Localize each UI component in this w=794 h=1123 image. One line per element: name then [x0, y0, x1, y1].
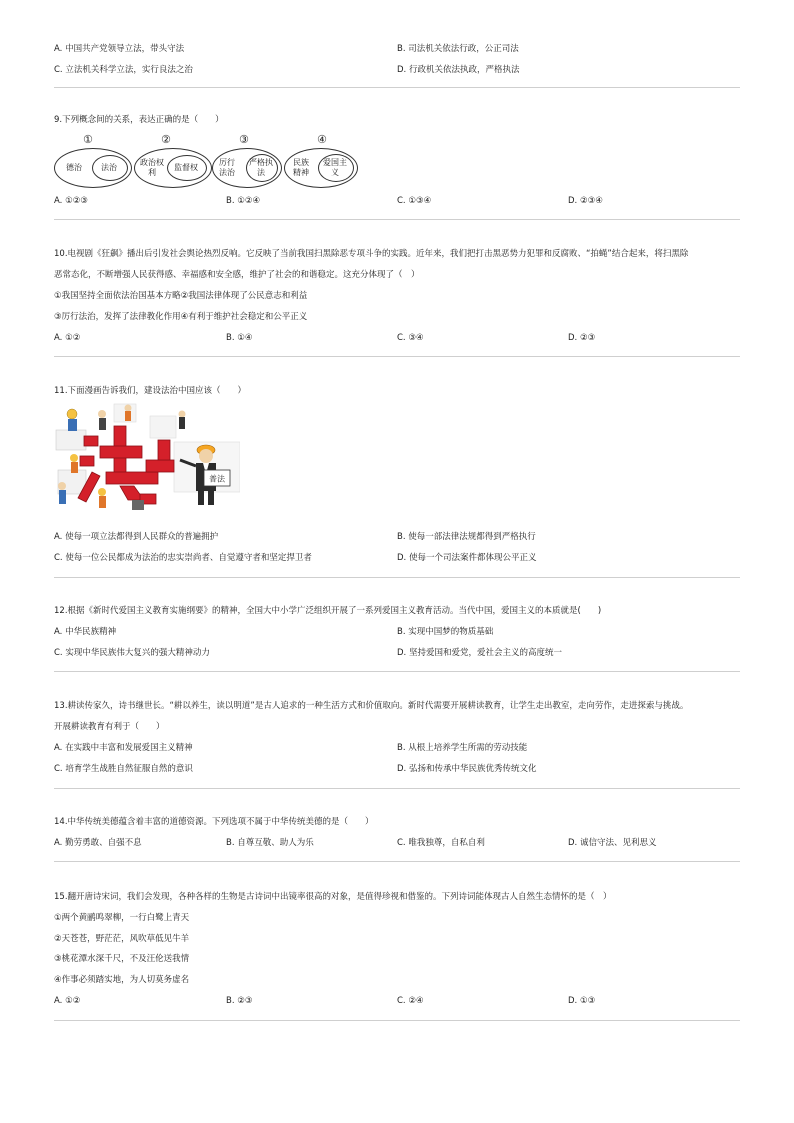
q10-option-d: D. ②③: [568, 333, 596, 343]
q15-statement-2: ②天苍苍，野茫茫，风吹草低见牛羊: [54, 934, 190, 944]
q15-statement-1: ①两个黄鹂鸣翠柳，一行白鹭上青天: [54, 913, 190, 923]
q13-option-c: C. 培育学生战胜自然征服自然的意识: [54, 764, 193, 774]
q10-option-b: B. ①④: [226, 333, 253, 343]
separator: [54, 1020, 740, 1021]
q11-option-a: A. 使每一项立法都得到人民群众的普遍拥护: [54, 532, 219, 542]
diagram-number: ②: [161, 133, 171, 146]
q15-option-c: C. ②④: [397, 996, 424, 1006]
cartoon-illustration: [54, 400, 240, 518]
outer-label: 厉行法治: [219, 158, 235, 177]
q13-option-a: A. 在实践中丰富和发展爱国主义精神: [54, 743, 193, 753]
separator: [54, 671, 740, 672]
diagram-number: ①: [83, 133, 93, 146]
q10-stem-line2: 恶常态化，不断增强人民获得感、幸福感和安全感，维护了社会的和谐稳定。这充分体现了（ ）: [54, 270, 420, 280]
inner-label: 严格执法: [249, 158, 273, 177]
q14-option-a: A. 勤劳勇敢、自强不息: [54, 838, 142, 848]
q14-stem: 14.中华传统美德蕴含着丰富的道德资源。下列选项不属于中华传统美德的是（ ）: [54, 817, 374, 827]
q13-option-d: D. 弘扬和传承中华民族优秀传统文化: [397, 764, 537, 774]
outer-label: 政治权利: [140, 158, 164, 177]
separator: [54, 356, 740, 357]
separator: [54, 861, 740, 862]
q8-option-c: C. 立法机关科学立法，实行良法之治: [54, 65, 193, 75]
outer-label: 民族精神: [293, 158, 309, 177]
q9-option-d: D. ②③④: [568, 196, 603, 206]
q10-stem-line1: 10.电视剧《狂飙》播出后引发社会舆论热烈反响。它反映了当前我国扫黑除恶专项斗争的实践。近年来，我们把打击黑恶势力犯罪和反腐败、“拍蝇”结合起来，将扫黑除: [54, 249, 689, 259]
q15-statement-3: ③桃花潭水深千尺，不及汪伦送我情: [54, 954, 190, 964]
q10-option-c: C. ③④: [397, 333, 424, 343]
q8-option-d: D. 行政机关依法执政，严格执法: [397, 65, 520, 75]
separator: [54, 788, 740, 789]
q8-option-a: A. 中国共产党领导立法，带头守法: [54, 44, 185, 54]
q10-statement-1: ①我国坚持全面依法治国基本方略②我国法律体现了公民意志和利益: [54, 291, 308, 301]
q13-option-b: B. 从根上培养学生所需的劳动技能: [397, 743, 528, 753]
outer-label: 德治: [66, 163, 82, 172]
q12-option-b: B. 实现中国梦的物质基础: [397, 627, 494, 637]
q9-option-a: A. ①②③: [54, 196, 88, 206]
separator: [54, 577, 740, 578]
q9-option-c: C. ①③④: [397, 196, 432, 206]
q13-stem-line2: 开展耕读教育有利于（ ）: [54, 722, 165, 732]
q14-option-d: D. 诚信守法、见利思义: [568, 838, 657, 848]
cartoon-sign-text: 普法: [209, 474, 225, 484]
q15-option-a: A. ①②: [54, 996, 81, 1006]
q9-stem: 9.下列概念间的关系，表达正确的是（ ）: [54, 115, 224, 125]
inner-label: 监督权: [174, 163, 198, 172]
q10-statement-2: ③厉行法治，发挥了法律教化作用④有利于维护社会稳定和公平正义: [54, 312, 308, 322]
inner-label: 法治: [101, 163, 117, 172]
q11-cartoon: [54, 400, 240, 518]
diagram-number: ④: [317, 133, 327, 146]
inner-label: 爱国主义: [323, 158, 347, 177]
q15-stem: 15.翻开唐诗宋词，我们会发现，各种各样的生物是古诗词中出镜率很高的对象，是值得珍视和借鉴的。下列诗词能体现古人自然生态情怀的是（ ）: [54, 892, 612, 902]
q12-stem: 12.根据《新时代爱国主义教育实施纲要》的精神，全国大中小学广泛组织开展了一系列爱国主义教育活动。当代中国，爱国主义的本质就是( ): [54, 606, 602, 616]
q9-option-b: B. ①②④: [226, 196, 261, 206]
q14-option-b: B. 自尊互敬、助人为乐: [226, 838, 314, 848]
separator: [54, 219, 740, 220]
q12-option-c: C. 实现中华民族伟大复兴的强大精神动力: [54, 648, 210, 658]
q14-option-c: C. 唯我独尊，自私自利: [397, 838, 485, 848]
q13-stem-line1: 13.耕读传家久，诗书继世长。“耕以养生，读以明道”是古人追求的一种生活方式和价值取向。新时代需要开展耕读教育，让学生走出教室，走向劳作，走进探索与挑战。: [54, 701, 689, 711]
q10-option-a: A. ①②: [54, 333, 81, 343]
q11-option-b: B. 使每一部法律法规都得到严格执行: [397, 532, 536, 542]
q15-option-d: D. ①③: [568, 996, 596, 1006]
separator: [54, 87, 740, 88]
q11-option-c: C. 使每一位公民都成为法治的忠实崇尚者、自觉遵守者和坚定捍卫者: [54, 553, 312, 563]
diagram-number: ③: [239, 133, 249, 146]
q12-option-d: D. 坚持爱国和爱党，爱社会主义的高度统一: [397, 648, 562, 658]
q12-option-a: A. 中华民族精神: [54, 627, 117, 637]
q15-option-b: B. ②③: [226, 996, 253, 1006]
q11-option-d: D. 使每一个司法案件都体现公平正义: [397, 553, 537, 563]
q11-stem: 11.下面漫画告诉我们，建设法治中国应该（ ）: [54, 386, 247, 396]
q8-option-b: B. 司法机关依法行政，公正司法: [397, 44, 519, 54]
q15-statement-4: ④作事必须踏实地，为人切莫务虚名: [54, 975, 190, 985]
